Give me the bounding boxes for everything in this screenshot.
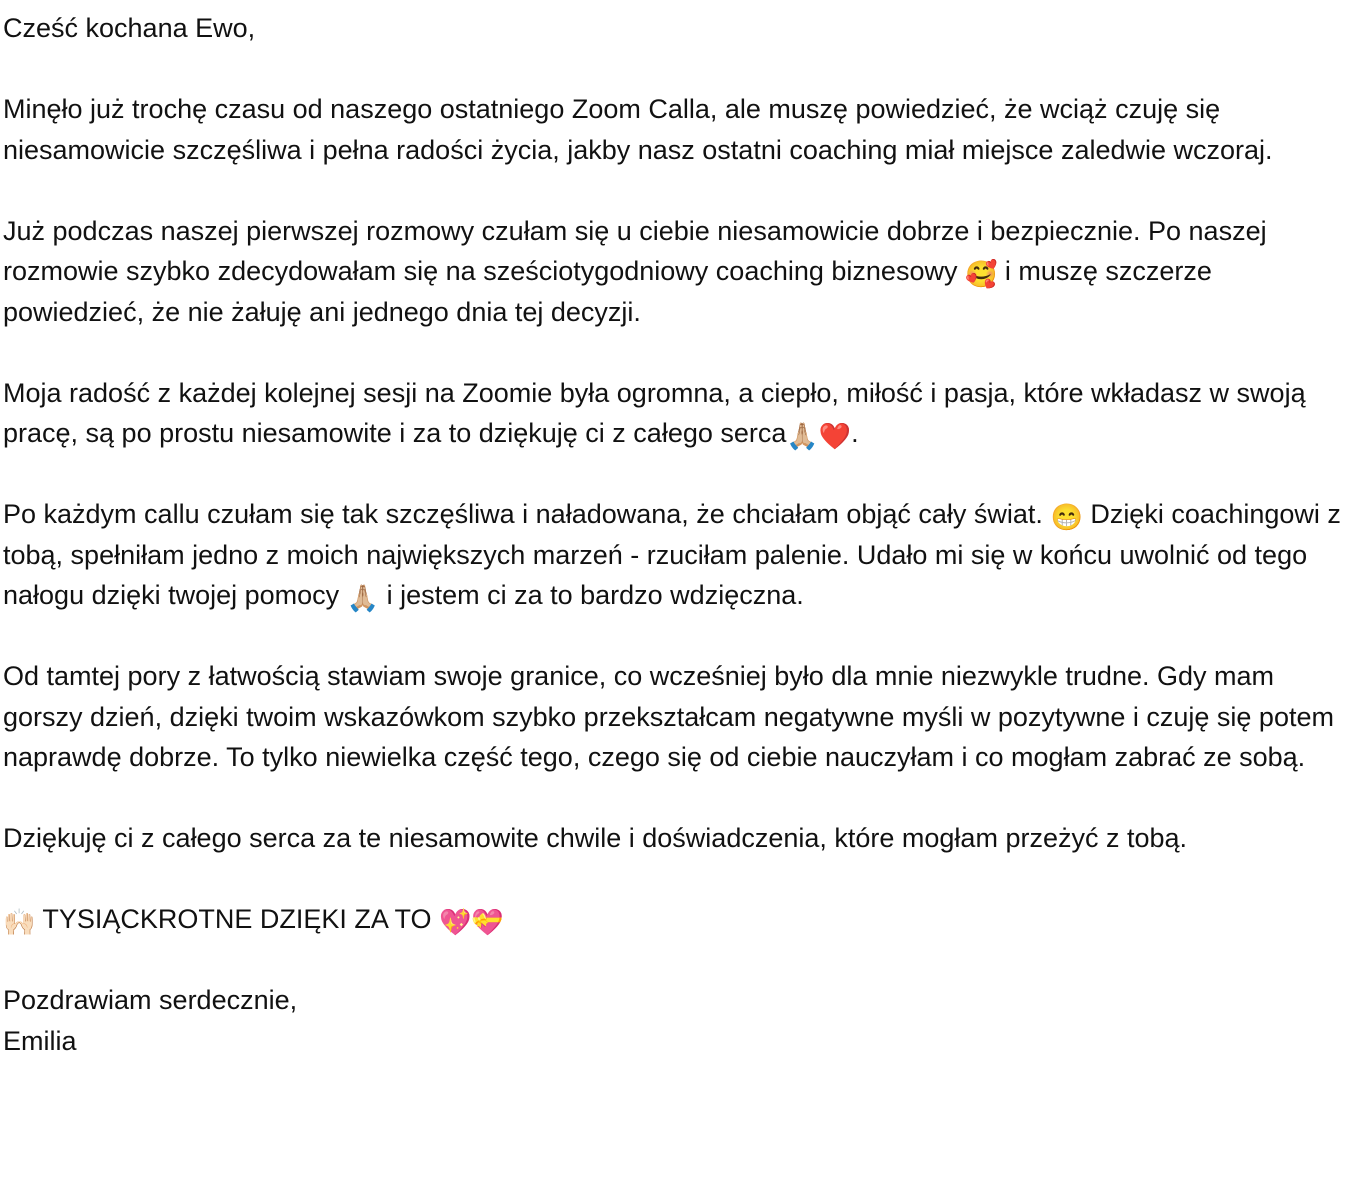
paragraph-7-text: TYSIĄCKROTNE DZIĘKI ZA TO: [35, 904, 439, 934]
paragraph-4-text-a: Po każdym callu czułam się tak szczęśliwa i naładowana, że chciałam objąć cały świat.: [3, 499, 1051, 529]
raised-hands-icon: 🙌🏻: [3, 907, 36, 937]
signature: Emilia: [3, 1025, 77, 1056]
smiling-face-with-hearts-icon: 🥰: [964, 259, 998, 289]
paragraph-4: [3, 494, 1347, 616]
paragraph-4-text-b: Dzięki coachingowi z tobą, spełniłam jedno z moich największych marzeń - rzuciłam palenie. Udało mi się w końcu uwolnić od tego nałogu dzięki twojej pomocy: [3, 499, 1341, 610]
sparkling-heart-gift-icon: 💖💝: [438, 907, 504, 937]
paragraph-2-text-a: Już podczas naszej pierwszej rozmowy czułam się u ciebie niesamowicie dobrze i bezpiecznie. Po naszej rozmowie szybko zdecydowałam się na sześciotygodniowy coaching biznesowy: [3, 215, 1267, 286]
closing: Pozdrawiam serdecznie,: [3, 985, 298, 1015]
paragraph-5: Od tamtej pory z łatwością stawiam swoje granice, co wcześniej było dla mnie niezwykle trudne. Gdy mam gorszy dzień, dzięki twoim wskazówkom szybko przekształcam negatywne myśli w pozytywne i czuję się potem naprawdę dobrze. To tylko niewielka część tego, czego się od ciebie nauczyłam i co mogłam zabrać ze sobą.: [3, 661, 1334, 772]
paragraph-2-text-b: i muszę szczerze powiedzieć, że nie żałuję ani jednego dnia tej decyzji.: [3, 256, 1212, 327]
paragraph-3-text-b: .: [851, 418, 859, 448]
paragraph-3-text-a: Moja radość z każdej kolejnej sesji na Zoomie była ogromna, a ciepło, miłość i pasja, które wkładasz w swoją pracę, są po prostu niesamowite i za to dziękuję ci z całego serca: [3, 377, 1306, 448]
paragraph-2: [3, 211, 1347, 333]
greeting: Cześć kochana Ewo,: [3, 13, 256, 43]
paragraph-7: [3, 899, 1347, 940]
folded-hands-icon: 🙏🏼: [346, 583, 380, 613]
paragraph-6: Dziękuję ci z całego serca za te niesamowite chwile i doświadczenia, które mogłam przeżyć z tobą.: [3, 823, 1188, 853]
paragraph-3: [3, 373, 1347, 454]
paragraph-4-text-c: i jestem ci za to bardzo wdzięczna.: [379, 580, 804, 610]
folded-hands-heart-icon: 🙏🏼❤️: [786, 421, 852, 451]
email-body: [3, 8, 1347, 1061]
grinning-face-icon: 😁: [1050, 502, 1083, 532]
sign-off: [3, 980, 1347, 1061]
paragraph-1: Minęło już trochę czasu od naszego ostatniego Zoom Calla, ale muszę powiedzieć, że wciąż czuję się niesamowicie szczęśliwa i pełna radości życia, jakby nasz ostatni coaching miał miejsce zaledwie wczoraj.: [3, 94, 1273, 165]
